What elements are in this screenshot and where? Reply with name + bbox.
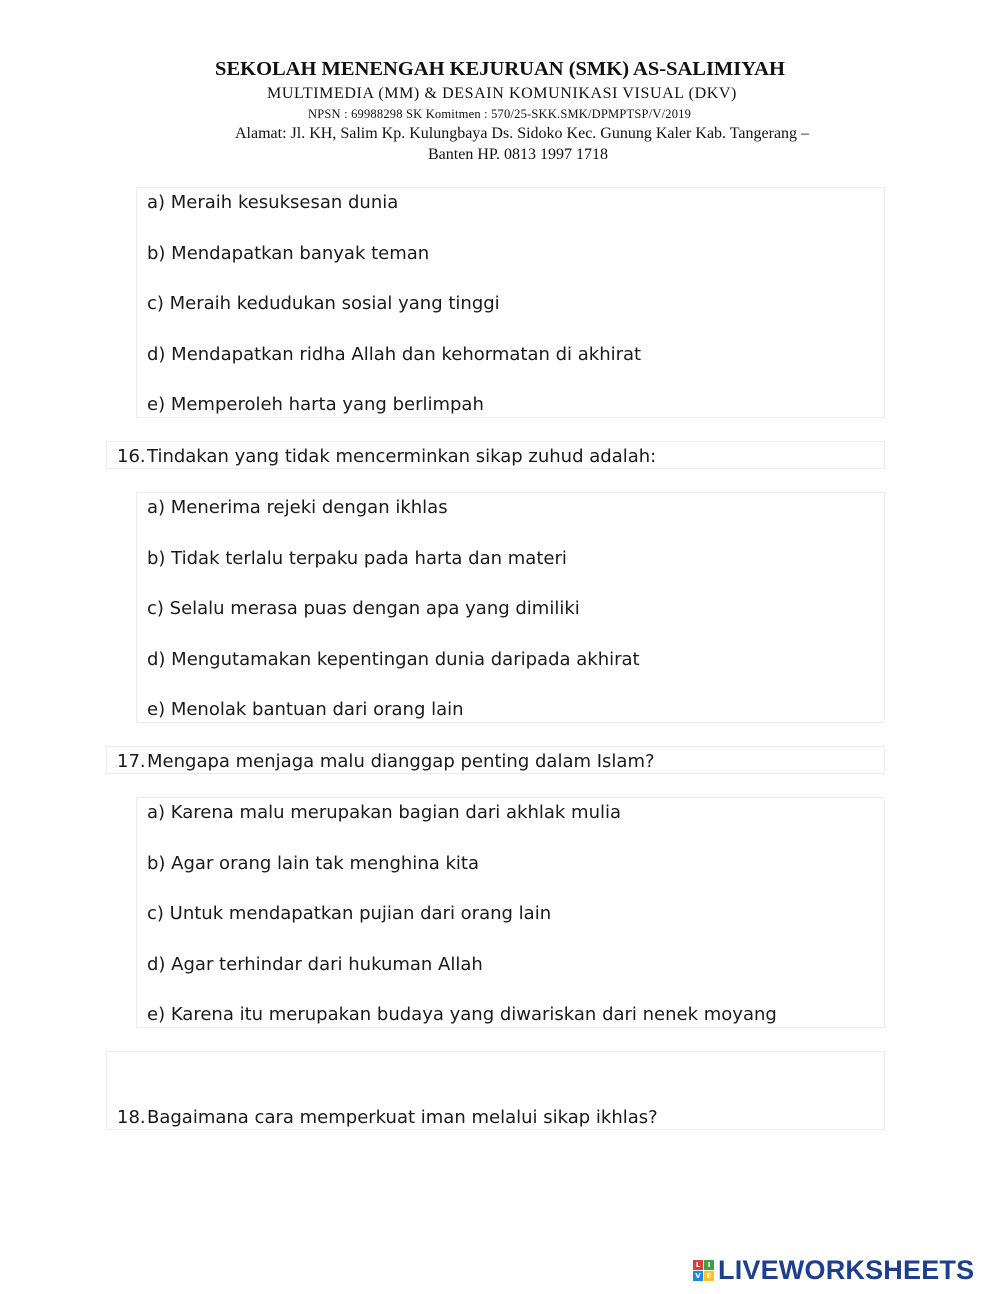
q16-option-d[interactable]: d) Mengutamakan kepentingan dunia daripada akhirat — [147, 649, 640, 670]
q17-option-b[interactable]: b) Agar orang lain tak menghina kita — [147, 853, 479, 874]
q17-option-a[interactable]: a) Karena malu merupakan bagian dari akhlak mulia — [147, 802, 622, 823]
npsn-line: NPSN : 69988298 SK Komitmen : 570/25-SKK.SMK/DPMPTSP/V/2019 — [308, 107, 692, 121]
q17-option-c[interactable]: c) Untuk mendapatkan pujian dari orang lain — [147, 903, 552, 924]
q17-option-e[interactable]: e) Karena itu merupakan budaya yang diwariskan dari nenek moyang — [147, 1004, 777, 1025]
logo-grid-letter: E — [704, 1271, 714, 1281]
address-line-2: Banten HP. 0813 1997 1718 — [428, 146, 608, 163]
q16-number: 16. — [117, 446, 146, 467]
q16-option-b[interactable]: b) Tidak terlalu terpaku pada harta dan materi — [147, 548, 567, 569]
logo-grid-letter: V — [693, 1271, 703, 1281]
q16-option-c[interactable]: c) Selalu merasa puas dengan apa yang dimiliki — [147, 598, 580, 619]
q17-option-d[interactable]: d) Agar terhindar dari hukuman Allah — [147, 954, 483, 975]
program-name: MULTIMEDIA (MM) & DESAIN KOMUNIKASI VISUAL (DKV) — [267, 85, 737, 102]
q17-number: 17. — [117, 751, 146, 772]
logo-text: LIVEWORKSHEETS — [718, 1255, 975, 1285]
school-name: SEKOLAH MENENGAH KEJURUAN (SMK) AS-SALIMIYAH — [215, 58, 785, 80]
q16-text: Tindakan yang tidak mencerminkan sikap zuhud adalah: — [147, 446, 657, 467]
address-line-1: Alamat: Jl. KH, Salim Kp. Kulungbaya Ds. Sidoko Kec. Gunung Kaler Kab. Tangerang – — [235, 125, 810, 142]
q15-option-d[interactable]: d) Mendapatkan ridha Allah dan kehormatan di akhirat — [147, 344, 642, 365]
q15-option-a[interactable]: a) Meraih kesuksesan dunia — [147, 192, 399, 213]
liveworksheets-logo — [693, 1256, 974, 1284]
logo-grid-letter: L — [693, 1260, 703, 1270]
q16-option-e[interactable]: e) Menolak bantuan dari orang lain — [147, 699, 464, 720]
q15-option-c[interactable]: c) Meraih kedudukan sosial yang tinggi — [147, 293, 500, 314]
logo-grid-icon — [693, 1260, 714, 1281]
q16-option-a[interactable]: a) Menerima rejeki dengan ikhlas — [147, 497, 448, 518]
q15-option-e[interactable]: e) Memperoleh harta yang berlimpah — [147, 394, 484, 415]
q18-text: Bagaimana cara memperkuat iman melalui sikap ikhlas? — [147, 1107, 658, 1128]
q15-option-b[interactable]: b) Mendapatkan banyak teman — [147, 243, 430, 264]
q18-number: 18. — [117, 1107, 146, 1128]
logo-grid-letter: I — [704, 1260, 714, 1270]
q17-text: Mengapa menjaga malu dianggap penting dalam Islam? — [147, 751, 655, 772]
